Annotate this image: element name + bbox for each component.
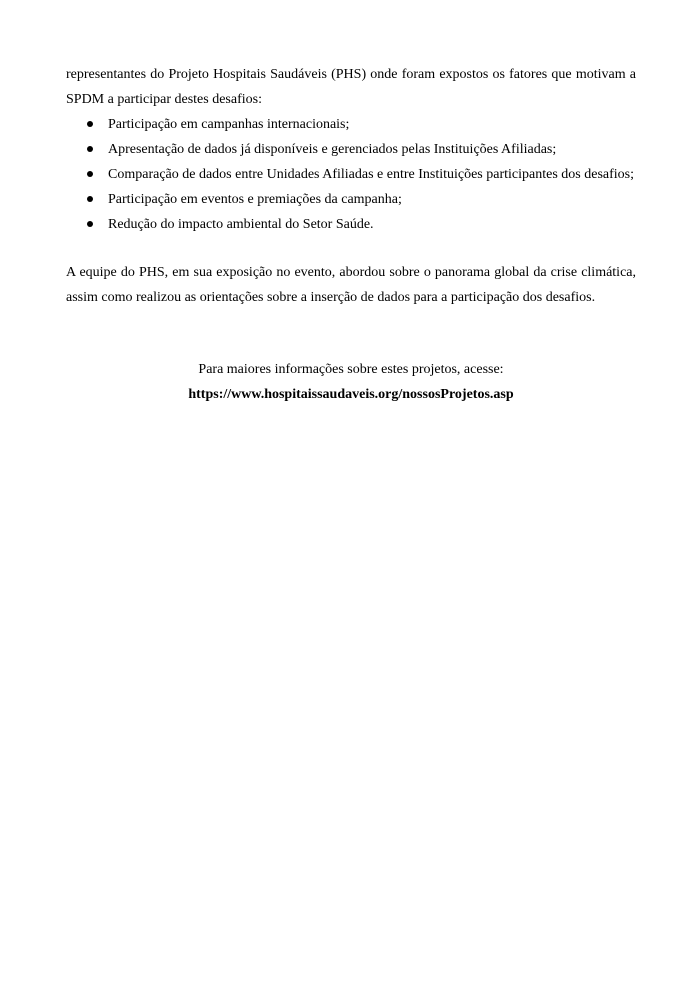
bullet-icon bbox=[87, 221, 93, 227]
more-info-block bbox=[66, 358, 636, 407]
document-page bbox=[66, 63, 636, 407]
projects-link[interactable]: https://www.hospitaissaudaveis.org/nossosProjetos.asp bbox=[188, 386, 514, 402]
list-item: Participação em campanhas internacionais; bbox=[66, 112, 636, 137]
more-info-text: Para maiores informações sobre estes projetos, acesse: bbox=[198, 362, 504, 377]
bullet-icon bbox=[87, 196, 93, 202]
bullet-icon bbox=[87, 171, 93, 177]
list-item: Participação em eventos e premiações da campanha; bbox=[66, 187, 636, 212]
bullet-icon bbox=[87, 146, 93, 152]
bullet-icon bbox=[87, 121, 93, 127]
list-item: Apresentação de dados já disponíveis e gerenciados pelas Instituições Afiliadas; bbox=[66, 137, 636, 162]
list-item: Redução do impacto ambiental do Setor Saúde. bbox=[66, 212, 636, 237]
list-item: Comparação de dados entre Unidades Afiliadas e entre Instituições participantes dos desafios; bbox=[66, 162, 636, 187]
intro-paragraph: representantes do Projeto Hospitais Saudáveis (PHS) onde foram expostos os fatores que motivam a SPDM a participar destes desafios: bbox=[66, 67, 636, 107]
phs-paragraph: A equipe do PHS, em sua exposição no evento, abordou sobre o panorama global da crise climática, assim como realizou as orientações sobre a inserção de dados para a participação dos desafios. bbox=[66, 265, 636, 305]
motivation-list bbox=[66, 112, 636, 237]
